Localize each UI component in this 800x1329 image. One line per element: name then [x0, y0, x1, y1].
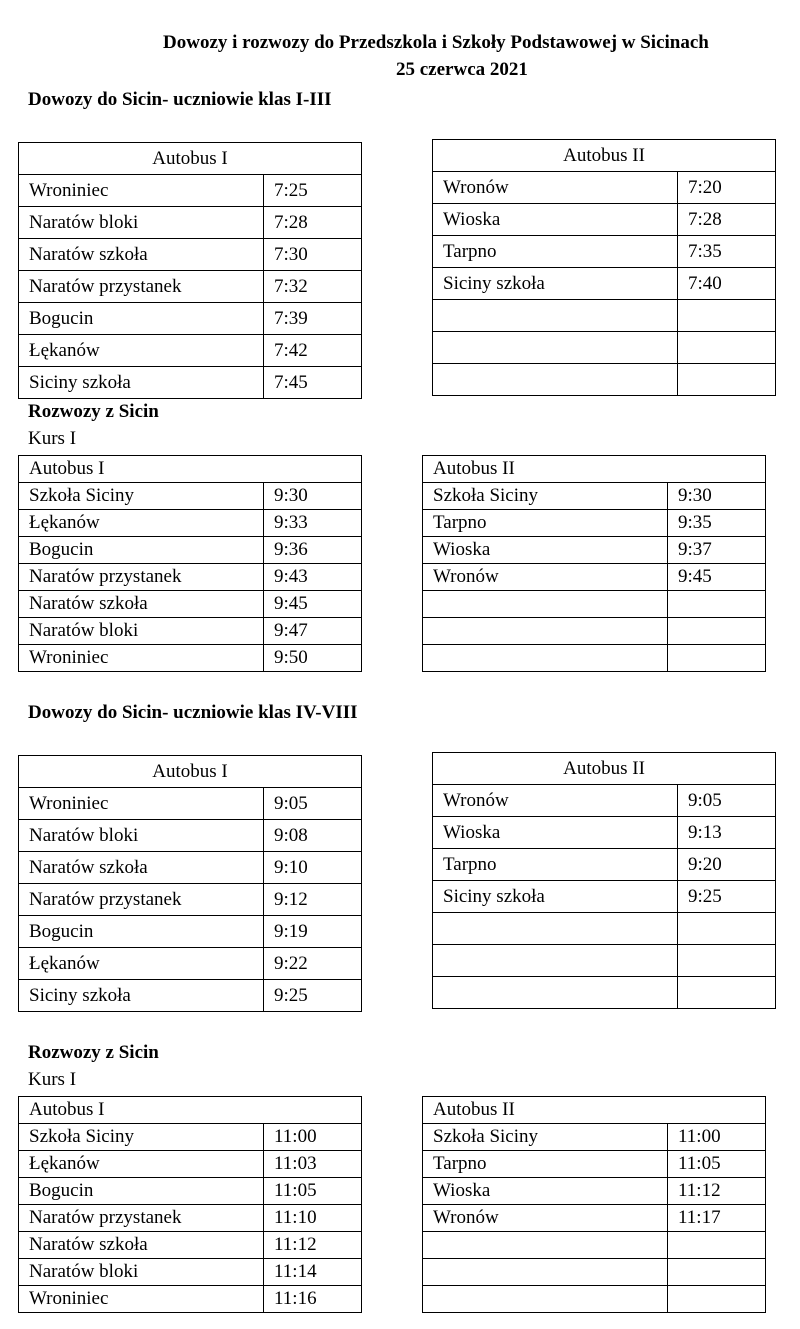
bus-name: Autobus I: [19, 1097, 362, 1124]
stop-name: [433, 913, 678, 945]
stop-name: Tarpno: [423, 510, 668, 537]
section-heading-rozwozy-2: Rozwozy z Sicin: [28, 1042, 159, 1063]
table-row: [19, 483, 362, 510]
stop-time: 9:45: [668, 564, 766, 591]
stop-name: Naratów szkoła: [19, 591, 264, 618]
stop-time: 9:12: [264, 884, 362, 916]
table-row: [19, 1151, 362, 1178]
stop-time: [668, 1232, 766, 1259]
table-row: [19, 1178, 362, 1205]
stop-name: Wioska: [423, 1178, 668, 1205]
table-row: [19, 591, 362, 618]
timetable-dowozy-4-8-bus1: [18, 755, 362, 1012]
stop-name: Bogucin: [19, 537, 264, 564]
stop-name: Naratów bloki: [19, 207, 264, 239]
table-row: [19, 207, 362, 239]
stop-time: 9:35: [668, 510, 766, 537]
timetable-rozwozy-2-bus2: [422, 1096, 766, 1313]
stop-time: [668, 591, 766, 618]
stop-name: Naratów przystanek: [19, 884, 264, 916]
bus-name: Autobus II: [423, 456, 766, 483]
stop-name: Wioska: [433, 817, 678, 849]
stop-name: Szkoła Siciny: [423, 483, 668, 510]
stop-name: Łękanów: [19, 510, 264, 537]
table-row: [433, 332, 776, 364]
table-header-row: [423, 1097, 766, 1124]
stop-time: 11:16: [264, 1286, 362, 1313]
table-row: [423, 1205, 766, 1232]
stop-time: 9:33: [264, 510, 362, 537]
table-row: [19, 948, 362, 980]
bus-name: Autobus I: [19, 143, 362, 175]
stop-time: 9:37: [668, 537, 766, 564]
stop-name: Łękanów: [19, 335, 264, 367]
table-row: [423, 618, 766, 645]
stop-time: 9:43: [264, 564, 362, 591]
table-header-row: [19, 143, 362, 175]
table-header-row: [433, 753, 776, 785]
table-row: [19, 367, 362, 399]
table-row: [19, 852, 362, 884]
table-row: [423, 537, 766, 564]
table-row: [433, 977, 776, 1009]
stop-time: 7:28: [264, 207, 362, 239]
stop-name: Wioska: [423, 537, 668, 564]
stop-time: 7:39: [264, 303, 362, 335]
table-row: [423, 645, 766, 672]
table-row: [19, 564, 362, 591]
stop-time: 9:30: [668, 483, 766, 510]
bus-name: Autobus II: [423, 1097, 766, 1124]
stop-name: [423, 591, 668, 618]
stop-name: Naratów szkoła: [19, 239, 264, 271]
stop-name: Siciny szkoła: [19, 980, 264, 1012]
table-row: [19, 1124, 362, 1151]
timetable-dowozy-1-3-bus2: [432, 139, 776, 396]
stop-time: [678, 364, 776, 396]
stop-name: [423, 1259, 668, 1286]
stop-time: [668, 618, 766, 645]
stop-name: Naratów przystanek: [19, 564, 264, 591]
section-heading-rozwozy-1: Rozwozy z Sicin: [28, 401, 159, 422]
timetable-dowozy-4-8-bus2: [432, 752, 776, 1009]
stop-time: 9:05: [678, 785, 776, 817]
table-row: [423, 1124, 766, 1151]
stop-name: Siciny szkoła: [19, 367, 264, 399]
table-header-row: [19, 1097, 362, 1124]
stop-name: Szkoła Siciny: [19, 1124, 264, 1151]
stop-time: 11:12: [264, 1232, 362, 1259]
bus-name: Autobus I: [19, 456, 362, 483]
timetable-rozwozy-2-bus1: [18, 1096, 362, 1313]
stop-name: Wronów: [423, 1205, 668, 1232]
stop-name: Tarpno: [423, 1151, 668, 1178]
stop-name: Bogucin: [19, 1178, 264, 1205]
stop-time: 7:28: [678, 204, 776, 236]
table-row: [433, 172, 776, 204]
table-row: [19, 239, 362, 271]
stop-time: 7:25: [264, 175, 362, 207]
stop-name: Wioska: [433, 204, 678, 236]
course-label-1: Kurs I: [28, 428, 77, 449]
table-row: [433, 785, 776, 817]
stop-name: Szkoła Siciny: [19, 483, 264, 510]
stop-time: 11:12: [668, 1178, 766, 1205]
table-row: [19, 1232, 362, 1259]
stop-name: [423, 618, 668, 645]
table-row: [19, 820, 362, 852]
table-row: [19, 916, 362, 948]
stop-time: 9:50: [264, 645, 362, 672]
table-row: [423, 564, 766, 591]
table-header-row: [433, 140, 776, 172]
stop-time: 11:03: [264, 1151, 362, 1178]
stop-name: Naratów bloki: [19, 618, 264, 645]
bus-name: Autobus II: [433, 753, 776, 785]
stop-time: [678, 977, 776, 1009]
stop-name: [433, 977, 678, 1009]
table-row: [19, 980, 362, 1012]
timetable-rozwozy-1-bus1: [18, 455, 362, 672]
stop-time: 9:19: [264, 916, 362, 948]
stop-name: Naratów szkoła: [19, 852, 264, 884]
stop-name: Wroniniec: [19, 788, 264, 820]
stop-time: 7:30: [264, 239, 362, 271]
course-label-2: Kurs I: [28, 1069, 77, 1090]
stop-name: Wronów: [433, 172, 678, 204]
section-heading-dowozy-4-8: Dowozy do Sicin- uczniowie klas IV-VIII: [28, 702, 358, 723]
stop-name: Siciny szkoła: [433, 881, 678, 913]
stop-time: 7:20: [678, 172, 776, 204]
table-row: [423, 483, 766, 510]
stop-time: 9:20: [678, 849, 776, 881]
table-row: [423, 1286, 766, 1313]
stop-name: [433, 364, 678, 396]
table-row: [423, 1232, 766, 1259]
stop-time: 9:36: [264, 537, 362, 564]
stop-time: 9:25: [264, 980, 362, 1012]
table-row: [19, 618, 362, 645]
stop-name: Naratów bloki: [19, 1259, 264, 1286]
stop-time: 9:10: [264, 852, 362, 884]
stop-name: [423, 1232, 668, 1259]
stop-name: [433, 945, 678, 977]
stop-time: 9:05: [264, 788, 362, 820]
table-row: [433, 268, 776, 300]
table-row: [433, 945, 776, 977]
table-row: [433, 204, 776, 236]
stop-name: Naratów szkoła: [19, 1232, 264, 1259]
stop-name: Wroniniec: [19, 1286, 264, 1313]
stop-time: 11:17: [668, 1205, 766, 1232]
stop-name: Bogucin: [19, 916, 264, 948]
table-row: [423, 1178, 766, 1205]
stop-time: 7:32: [264, 271, 362, 303]
table-row: [19, 645, 362, 672]
stop-name: Siciny szkoła: [433, 268, 678, 300]
stop-time: 7:42: [264, 335, 362, 367]
table-row: [19, 303, 362, 335]
table-row: [433, 817, 776, 849]
table-row: [19, 537, 362, 564]
table-row: [423, 1151, 766, 1178]
bus-name: Autobus II: [433, 140, 776, 172]
stop-name: Naratów przystanek: [19, 271, 264, 303]
stop-time: [678, 945, 776, 977]
stop-time: 7:45: [264, 367, 362, 399]
stop-name: Szkoła Siciny: [423, 1124, 668, 1151]
stop-name: [433, 300, 678, 332]
timetable-dowozy-1-3-bus1: [18, 142, 362, 399]
stop-time: 11:05: [264, 1178, 362, 1205]
table-row: [433, 881, 776, 913]
table-row: [433, 849, 776, 881]
stop-name: [423, 645, 668, 672]
stop-time: 9:47: [264, 618, 362, 645]
table-header-row: [19, 756, 362, 788]
stop-time: [668, 1286, 766, 1313]
timetable-rozwozy-1-bus2: [422, 455, 766, 672]
table-row: [19, 1286, 362, 1313]
table-row: [19, 271, 362, 303]
stop-name: Tarpno: [433, 236, 678, 268]
stop-name: Łękanów: [19, 1151, 264, 1178]
bus-name: Autobus I: [19, 756, 362, 788]
table-row: [19, 1259, 362, 1286]
section-heading-dowozy-1-3: Dowozy do Sicin- uczniowie klas I-III: [28, 89, 332, 110]
stop-name: Wroniniec: [19, 175, 264, 207]
stop-time: 9:45: [264, 591, 362, 618]
table-row: [19, 510, 362, 537]
stop-time: [678, 332, 776, 364]
stop-time: 7:35: [678, 236, 776, 268]
stop-time: 11:10: [264, 1205, 362, 1232]
stop-time: [668, 1259, 766, 1286]
stop-name: Tarpno: [433, 849, 678, 881]
page-date: 25 czerwca 2021: [396, 59, 528, 80]
stop-time: 9:08: [264, 820, 362, 852]
table-row: [433, 300, 776, 332]
table-row: [423, 510, 766, 537]
stop-time: 9:13: [678, 817, 776, 849]
stop-name: Bogucin: [19, 303, 264, 335]
stop-time: [678, 300, 776, 332]
stop-time: [678, 913, 776, 945]
table-row: [19, 175, 362, 207]
stop-name: Łękanów: [19, 948, 264, 980]
stop-time: 11:14: [264, 1259, 362, 1286]
table-row: [433, 364, 776, 396]
stop-name: Wronów: [423, 564, 668, 591]
page-title: Dowozy i rozwozy do Przedszkola i Szkoły Podstawowej w Sicinach: [163, 32, 709, 53]
stop-name: Naratów bloki: [19, 820, 264, 852]
table-row: [423, 591, 766, 618]
stop-time: 9:30: [264, 483, 362, 510]
table-row: [19, 884, 362, 916]
table-header-row: [423, 456, 766, 483]
stop-time: 11:00: [264, 1124, 362, 1151]
stop-name: [423, 1286, 668, 1313]
table-row: [19, 788, 362, 820]
stop-name: Naratów przystanek: [19, 1205, 264, 1232]
stop-name: [433, 332, 678, 364]
table-row: [433, 236, 776, 268]
stop-name: Wroniniec: [19, 645, 264, 672]
stop-name: Wronów: [433, 785, 678, 817]
table-row: [19, 1205, 362, 1232]
table-row: [423, 1259, 766, 1286]
table-row: [19, 335, 362, 367]
stop-time: 7:40: [678, 268, 776, 300]
stop-time: 11:00: [668, 1124, 766, 1151]
stop-time: 9:25: [678, 881, 776, 913]
table-header-row: [19, 456, 362, 483]
stop-time: [668, 645, 766, 672]
table-row: [433, 913, 776, 945]
stop-time: 9:22: [264, 948, 362, 980]
stop-time: 11:05: [668, 1151, 766, 1178]
